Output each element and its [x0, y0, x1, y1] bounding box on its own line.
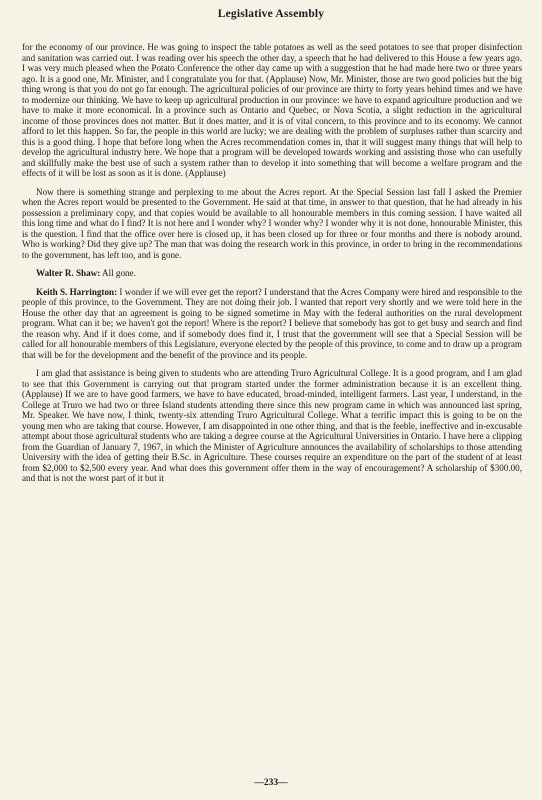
body-text — [22, 42, 522, 484]
page-header: Legislative Assembly — [217, 8, 325, 20]
speech-paragraph — [22, 268, 522, 279]
paragraph: Now there is something strange and perplexing to me about the Acres report. At the Special Session last fall I asked the Premier when the Acres report would be presented to the Government. He said at that time, in answer to that question, that he had already in his possession a preliminary copy, and that copies would be available to all honourable members in this coming session. I have waited all this long time and what do I find? It is not here and I wonder why? I wonder why? I wonder why it is not done, honourable Minister, this is the question. I find that the office over here is closed up, it has been closed up for three or four months and there is nobody around. Who is working? Did they give up? The man that was doing the research work in this province, in order to bring in the recommendations to the government, has left too, and is gone. — [22, 186, 522, 260]
speech-text: All gone. — [100, 268, 136, 278]
paragraph: for the economy of our province. He was going to inspect the table potatoes as well as the seed potatoes to see that proper disinfection and sanitation was carried out. I was reading over his speech the other day, a speech that he had delivered to this House a few years ago. I was very much pleased when the Potato Conference the other day came up with a suggestion that he had made here two or three years ago. It is a good one, Mr. Minister, and I congratulate you for that. (Applause) Now, Mr. Minister, those are two good policies but the big thing wrong is that you do not go far enough. The agricultural policies of our province are thirty to forty years behind times and we have to modernize our thinking. We have to keep up agricultural production in our province: we have to expand agriculture production and we have to make it more economical. In a province such as Ontario and Quebec, or Nova Scotia, a slight reduction in the agricultural income of those provinces does not matter. But it does matter, and it is of vital concern, to this province and to its economy. We cannot afford to let this happen. So far, the people in this world are lucky; we are dealing with the problem of surpluses rather than scarcity and this is a good thing. I hope that before long when the Acres recommendation comes in, that it will suggest many things that will help to develop the agricultural industry here. We hope that a program will be developed towards working and assisting those who can usefully and skillfully make the best use of such a system rather than to develop it into something that will become a welfare program and the effects of it will be lost as soon as it is done. (Applause) — [22, 42, 522, 178]
speech-text: I wonder if we will ever get the report? I understand that the Acres Company were hired and responsible to the people of this province, to the Government. They are not doing their job. I wanted that report very shortly and we were told here in the House the other day that an agreement is going to be signed sometime in May with the federal authorities on the rural development program. What can it be; we haven't got the report! Where is the report? I believe that somebody has got to get busy and search and find the reason why. And if it does come, and if somebody does find it, I trust that the government will see that a Special Session will be called for all honourable members of this Legislature, everyone elected by the people of this province, to come and to draw up a program that will be for the development and the benefit of the province and its people. — [22, 286, 523, 360]
paragraph: I am glad that assistance is being given to students who are attending Truro Agricultural College. It is a good program, and I am glad to see that this Government is carrying out that program started under the former administration because it is an excellent thing. (Applause) If we are to have good farmers, we have to have educated, broad-minded, intelligent farmers. Last year, I understand, in the College at Truro we had two or three Island students attending there since this new program came in which was announced last spring, Mr. Speaker. We have now, I think, twenty-six attending Truro Agricultural College. What a terrific impact this is going to be on the young men who are taking that course. However, I am disappointed in one other thing, and that is the feeble, ineffective and in-excusable attempt about those agricultural students who are taking a degree course at the Agricultural Universities in Ontario. I have here a clipping from the Guardian of January 7, 1967, in which the Minister of Agriculture announces the availability of scholarships to those attending University with the idea of getting their B.Sc. in Agriculture. These courses require an expenditure on the part of the student of at least from $2,000 to $2,500 every year. And what does this government offer them in the way of encouragement? A scholarship of $300.00, and that is not the worst part of it but it — [22, 368, 522, 483]
speech-paragraph — [22, 287, 522, 361]
page-number: —233— — [254, 778, 288, 788]
speaker-name: Keith S. Harrington: — [36, 286, 118, 297]
speaker-name: Walter R. Shaw: — [36, 268, 101, 278]
